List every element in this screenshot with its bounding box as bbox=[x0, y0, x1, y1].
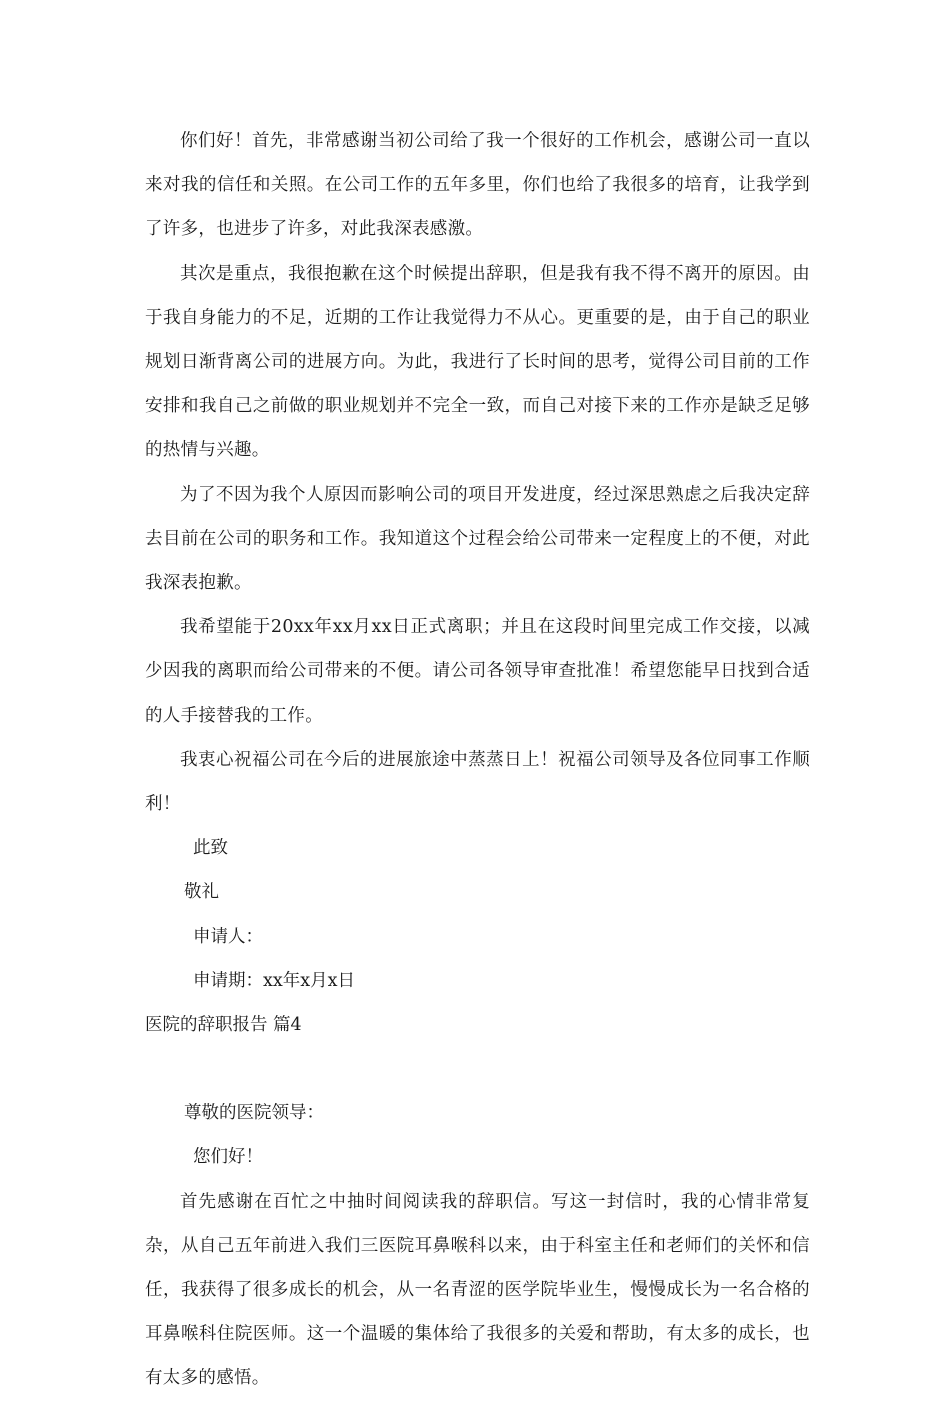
letter2-salutation: 尊敬的医院领导： bbox=[184, 1103, 324, 1124]
letter2-paragraph-1: 首先感谢在百忙之中抽时间阅读我的辞职信。写这一封信时，我的心情非常复杂，从自己五年前进入我们三医院耳鼻喉科以来，由于科室主任和老师们的关怀和信任，我获得了很多成长的机会，从一名青涩的医学院毕业生，慢慢成长为一名合格的耳鼻喉科住院医师。这一个温暖的集体给了我很多的关爱和帮助，有太多的成长，也有太多的感悟。 bbox=[145, 1191, 810, 1389]
letter1-paragraph-2: 其次是重点，我很抱歉在这个时候提出辞职，但是我有我不得不离开的原因。由于我自身能力的不足，近期的工作让我觉得力不从心。更重要的是，由于自己的职业规划日渐背离公司的进展方向。为此，我进行了长时间的思考，觉得公司目前的工作安排和我自己之前做的职业规划并不完全一致，而自己对接下来的工作亦是缺乏足够的热情与兴趣。 bbox=[145, 263, 810, 461]
letter1-paragraph-3: 为了不因为我个人原因而影响公司的项目开发进度，经过深思熟虑之后我决定辞去目前在公司的职务和工作。我知道这个过程会给公司带来一定程度上的不便，对此我深表抱歉。 bbox=[145, 484, 810, 594]
document-body bbox=[145, 119, 810, 1401]
blank-line bbox=[145, 1047, 810, 1091]
applicant-line: 申请人： bbox=[193, 926, 263, 947]
letter1-paragraph-5: 我衷心祝福公司在今后的进展旅途中蒸蒸日上！祝福公司领导及各位同事工作顺利！ bbox=[145, 749, 810, 815]
closing-jingli: 敬礼 bbox=[184, 882, 219, 903]
closing-cizhi: 此致 bbox=[193, 838, 228, 859]
section-heading: 医院的辞职报告 篇4 bbox=[145, 1015, 302, 1036]
letter1-paragraph-4: 我希望能于20xx年xx月xx日正式离职；并且在这段时间里完成工作交接，以减少因我的离职而给公司带来的不便。请公司各领导审查批准！希望您能早日找到合适的人手接替我的工作。 bbox=[145, 617, 810, 726]
letter1-paragraph-1: 你们好！首先，非常感谢当初公司给了我一个很好的工作机会，感谢公司一直以来对我的信任和关照。在公司工作的五年多里，你们也给了我很多的培育，让我学到了许多，也进步了许多，对此我深表感激。 bbox=[145, 131, 810, 240]
letter2-greeting: 您们好！ bbox=[193, 1147, 263, 1168]
date-line: 申请期：xx年x月x日 bbox=[193, 970, 355, 991]
